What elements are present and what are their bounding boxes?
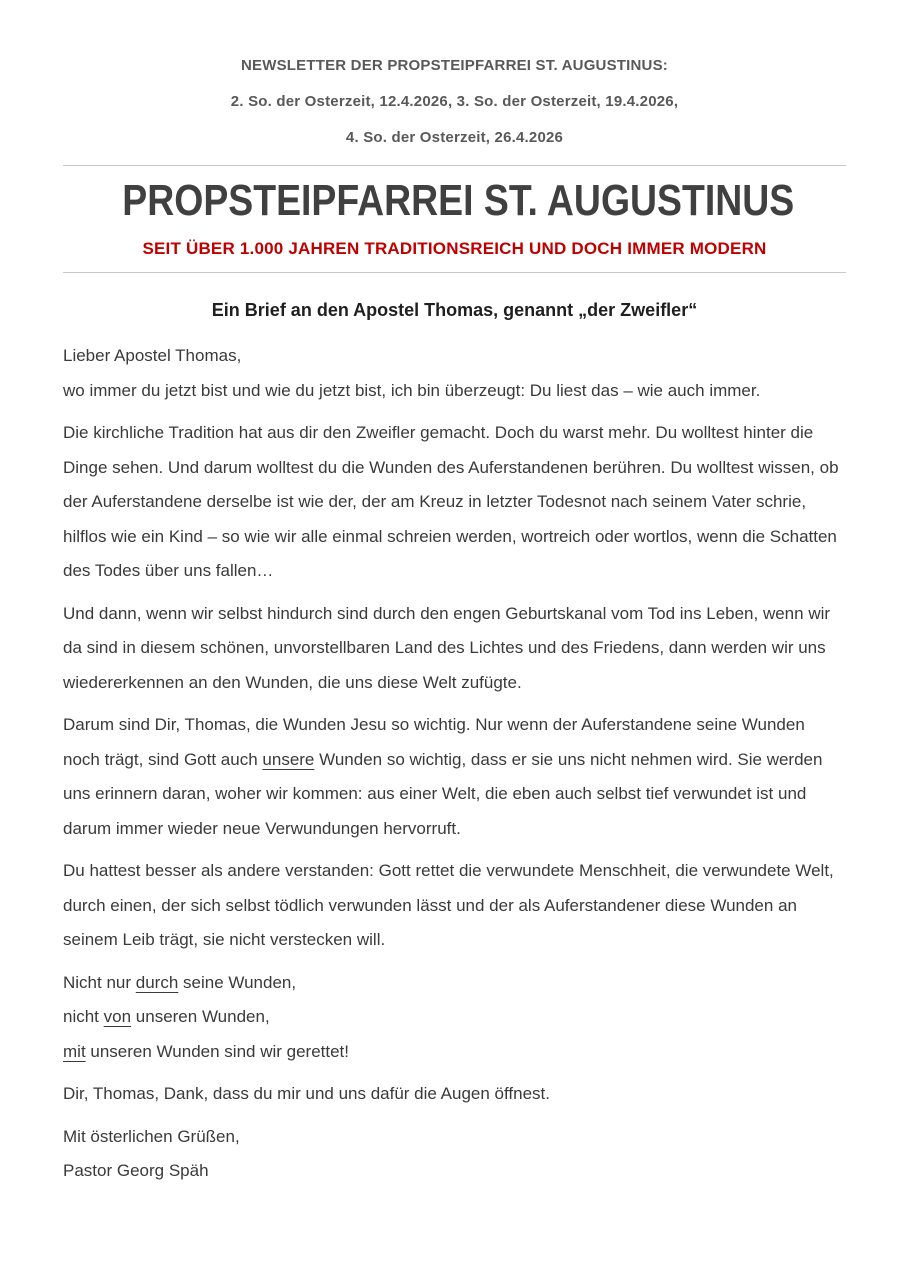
paragraph-4-text-before: Darum sind Dir, Thomas, die Wunden Jesu so wichtig. Nur wenn der Auferstandene seine Wunden noch trägt, sind Gott auch [63, 715, 805, 769]
refrain-line-1 [63, 966, 846, 1001]
letter-heading: Ein Brief an den Apostel Thomas, genannt „der Zweifler“ [211, 300, 698, 320]
letter-paragraph-4 [63, 708, 846, 846]
newsletter-header-line1: NEWSLETTER DER PROPSTEIPFARREI ST. AUGUSTINUS: [240, 57, 668, 74]
masthead-divider [63, 272, 846, 273]
letter-paragraph-1: wo immer du jetzt bist und wie du jetzt bist, ich bin überzeugt: Du liest das – wie auch immer. [63, 380, 761, 400]
closing-greeting: Mit österlichen Grüßen, [63, 1126, 240, 1146]
letter-body [63, 339, 846, 1189]
closing-signature: Pastor Georg Späh [63, 1161, 209, 1180]
newsletter-header-line2: 2. So. der Osterzeit, 12.4.2026, 3. So. der Osterzeit, 19.4.2026, [230, 93, 679, 110]
refrain-1-underlined-word: durch [135, 972, 179, 992]
refrain-3-text-after: unseren Wunden sind wir gerettet! [85, 1041, 350, 1061]
refrain-2-underlined-word: von [103, 1007, 132, 1026]
parish-tagline: SEIT ÜBER 1.000 JAHREN TRADITIONSREICH UND DOCH IMMER MODERN [142, 239, 767, 258]
refrain-2-text-after: unseren Wunden, [131, 1007, 270, 1026]
paragraph-4-underlined-word: unsere [262, 749, 315, 769]
letter-paragraph-3: Und dann, wenn wir selbst hindurch sind durch den engen Geburtskanal vom Tod ins Leben, wenn wir da sind in diesem schönen, unvorstellbaren Land des Lichtes und des Friedens, dann werden wir uns wiedererkennen an den Wunden, die uns diese Welt zufügte. [63, 603, 831, 692]
letter-refrain [63, 966, 846, 1070]
letter-paragraph-6: Dir, Thomas, Dank, dass du mir und uns dafür die Augen öffnest. [63, 1084, 550, 1103]
paragraph-4-text-after: Wunden so wichtig, dass er sie uns nicht nehmen wird. Sie werden uns erinnern daran, woher wir kommen: aus einer Welt, die eben auch selbst tief verwundet ist und darum immer wieder neue Verwundungen hervorruft. [63, 749, 823, 838]
letter-paragraph-5: Du hattest besser als andere verstanden: Gott rettet die verwundete Menschheit, die verwundete Welt, durch einen, der sich selbst tödlich verwunden lässt und der als Auferstandener diese Wunden an seinem Leib trägt, sie nicht verstecken will. [63, 861, 834, 949]
letter-paragraph-2: Die kirchliche Tradition hat aus dir den Zweifler gemacht. Doch du warst mehr. Du wolltest hinter die Dinge sehen. Und darum wolltest du die Wunden des Auferstandenen berühren. Du wolltest wissen, ob der Auferstandene derselbe ist wie der, der am Kreuz in letzter Todesnot nach seinem Vater schrie, hilflos wie ein Kind – so wie wir alle einmal schreien werden, wortreich oder wortlos, wenn die Schatten des Todes über uns fallen… [63, 423, 839, 580]
newsletter-header-line3: 4. So. der Osterzeit, 26.4.2026 [345, 129, 564, 146]
parish-title: PROPSTEIPFARREI ST. AUGUSTINUS [122, 176, 795, 225]
letter-salutation: Lieber Apostel Thomas, [63, 346, 242, 365]
header-divider [63, 165, 846, 166]
newsletter-header [63, 48, 846, 156]
refrain-1-text-before: Nicht nur [63, 972, 136, 992]
letter-closing [63, 1120, 846, 1189]
refrain-1-text-after: seine Wunden, [178, 972, 297, 992]
refrain-line-3 [63, 1035, 846, 1070]
refrain-2-text-before: nicht [63, 1007, 104, 1026]
refrain-line-2 [63, 1000, 846, 1035]
refrain-3-underlined-word: mit [63, 1041, 86, 1061]
masthead [63, 176, 846, 226]
